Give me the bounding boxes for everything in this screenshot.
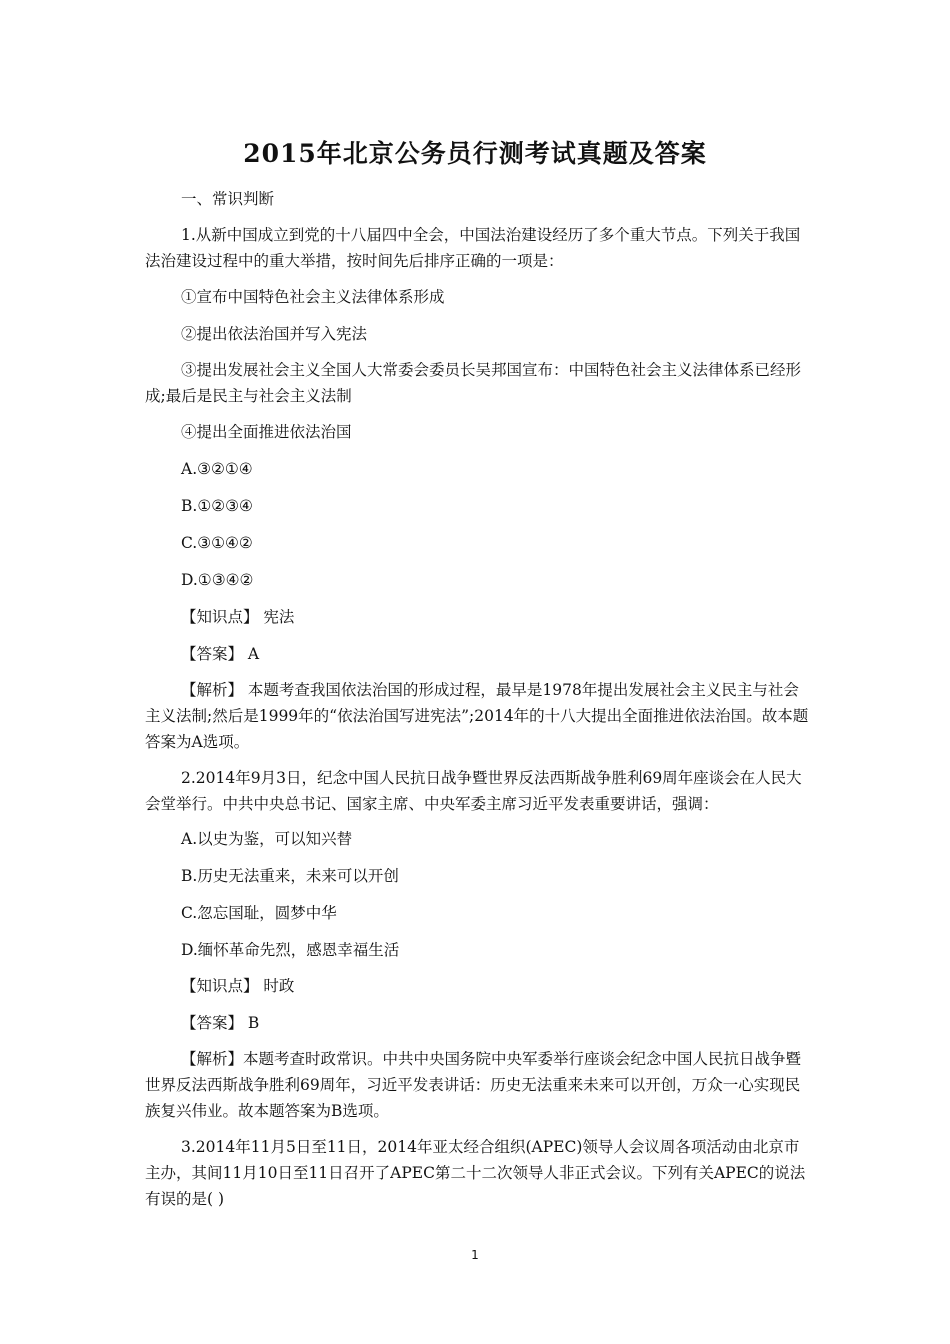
q2-option-a: A.以史为鉴，可以知兴替 <box>181 830 353 848</box>
q1-option-c: C.③①④② <box>181 534 253 552</box>
q2-stem: 2.2014年9月3日，纪念中国人民抗日战争暨世界反法西斯战争胜利69周年座谈会在人民大会堂举行。中共中央总书记、国家主席、中央军委主席习近平发表重要讲话，强调： <box>145 769 802 813</box>
q1-option-a: A.③②①④ <box>181 460 253 478</box>
q1-item-3: ③提出发展社会主义全国人大常委会委员长吴邦国宣布：中国特色社会主义法律体系已经形成;最后是民主与社会主义法制 <box>145 361 802 405</box>
q1-option-b: B.①②③④ <box>181 497 253 515</box>
section-heading: 一、常识判断 <box>181 190 275 208</box>
page-number: 1 <box>471 1248 479 1262</box>
q1-item-4: ④提出全面推进依法治国 <box>181 423 352 441</box>
q2-analysis: 【解析】本题考查时政常识。中共中央国务院中央军委举行座谈会纪念中国人民抗日战争暨世界反法西斯战争胜利69周年，习近平发表讲话：历史无法重来未来可以开创，万众一心实现民族复兴伟业。故本题答案为B选项。 <box>145 1050 802 1120</box>
q2-option-b: B.历史无法重来，未来可以开创 <box>181 867 399 885</box>
q1-answer: 【答案】 A <box>181 645 260 663</box>
q2-knowledge-point: 【知识点】 时政 <box>181 977 295 995</box>
q1-analysis: 【解析】 本题考查我国依法治国的形成过程，最早是1978年提出发展社会主义民主与社会主义法制;然后是1999年的“依法治国写进宪法”;2014年的十八大提出全面推进依法治国。故本题答案为A选项。 <box>145 681 809 751</box>
q1-knowledge-point: 【知识点】 宪法 <box>181 608 295 626</box>
q2-answer: 【答案】 B <box>181 1014 260 1032</box>
q3-stem: 3.2014年11月5日至11日，2014年亚太经合组织(APEC)领导人会议周各项活动由北京市主办，其间11月10日至11日召开了APEC第二十二次领导人非正式会议。下列有关APEC的说法有误的是( ) <box>145 1138 806 1208</box>
q1-stem: 1.从新中国成立到党的十八届四中全会，中国法治建设经历了多个重大节点。下列关于我国法治建设过程中的重大举措，按时间先后排序正确的一项是： <box>145 226 801 270</box>
document-title: 2015年北京公务员行测考试真题及答案 <box>243 139 707 168</box>
q1-option-d: D.①③④② <box>181 571 254 589</box>
q2-option-d: D.缅怀革命先烈，感恩幸福生活 <box>181 941 400 959</box>
q1-item-1: ①宣布中国特色社会主义法律体系形成 <box>181 288 445 306</box>
q1-item-2: ②提出依法治国并写入宪法 <box>181 325 368 343</box>
q2-option-c: C.忽忘国耻，圆梦中华 <box>181 904 337 922</box>
